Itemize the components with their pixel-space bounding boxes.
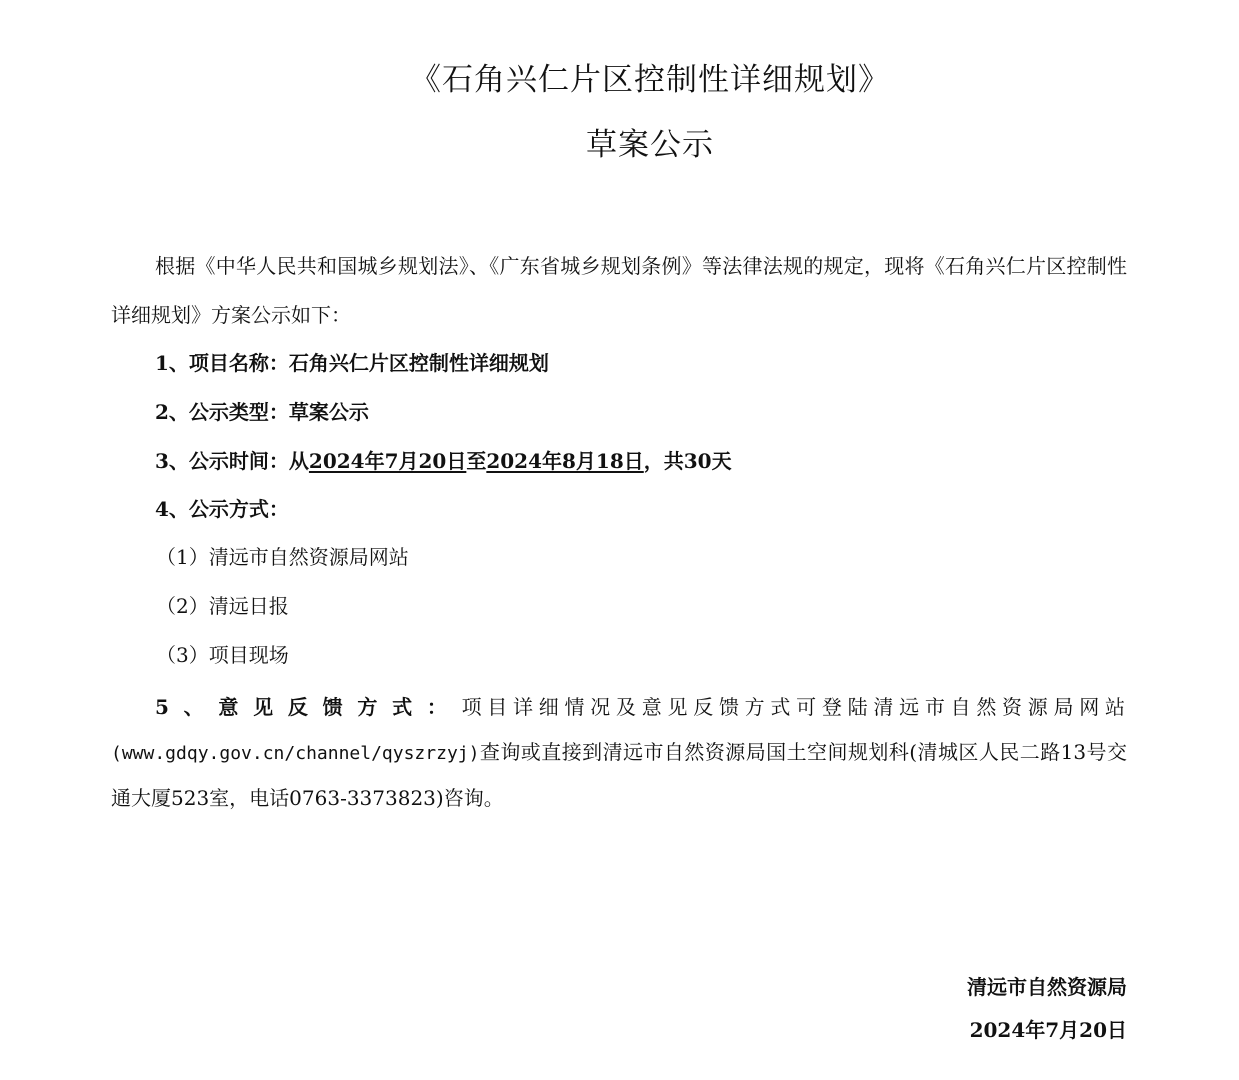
document-subtitle: 草案公示 — [586, 127, 714, 163]
feedback-text-b: 查询或直接到清远市自然资源局国土空间规划科(清城区人民二路13号交通大厦523室，电话0763-3373823)咨询。 — [111, 739, 1127, 810]
feedback-url: (www.gdqy.gov.cn/channel/qyszrzyj) — [111, 742, 480, 764]
item-notice-methods: 4、公示方式： — [155, 497, 289, 521]
method-item: （3）项目现场 — [156, 643, 289, 667]
feedback-label: 5、意见反馈方式： — [155, 695, 462, 719]
method-item: （2）清远日报 — [156, 594, 289, 618]
document-title: 《石角兴仁片区控制性详细规划》 — [410, 62, 890, 98]
notice-period-prefix: 3、公示时间：从 — [155, 449, 309, 473]
notice-period-to: 至 — [466, 449, 487, 473]
item-notice-type: 2、公示类型：草案公示 — [155, 400, 369, 424]
notice-start-date: 2024年7月20日 — [308, 449, 467, 473]
method-item: （1）清远市自然资源局网站 — [156, 545, 409, 569]
notice-end-date: 2024年8月18日 — [486, 449, 644, 473]
item-feedback — [111, 685, 1127, 821]
issue-date: 2024年7月20日 — [969, 1018, 1127, 1042]
issuer-signature: 清远市自然资源局 — [967, 975, 1127, 999]
item-project-name: 1、项目名称：石角兴仁片区控制性详细规划 — [155, 351, 549, 375]
intro-paragraph: 根据《中华人民共和国城乡规划法》、《广东省城乡规划条例》等法律法规的规定，现将《石角兴仁片区控制性详细规划》方案公示如下： — [111, 254, 1127, 327]
feedback-text-a: 项目详细情况及意见反馈方式可登陆清远市自然资源局网站 — [461, 695, 1128, 719]
item-notice-period — [155, 446, 732, 476]
notice-period-suffix: ，共30天 — [643, 449, 732, 473]
